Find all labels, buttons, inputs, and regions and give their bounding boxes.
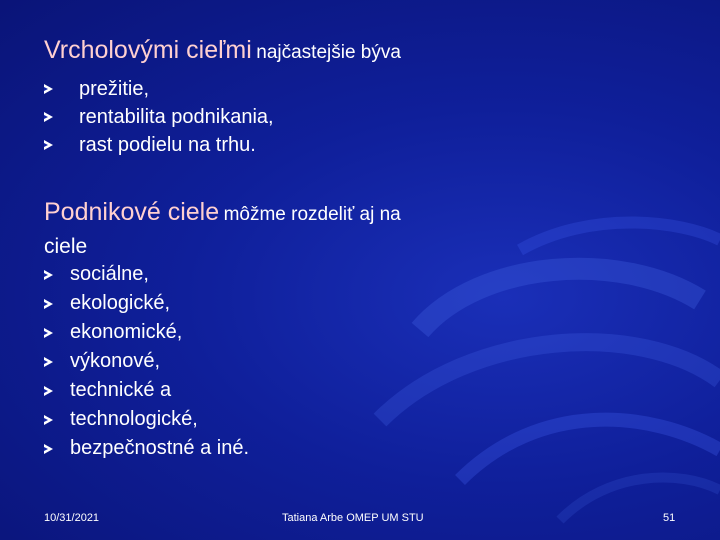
heading-top-goals-small: najčastejšie býva	[256, 42, 401, 63]
arrow-bullet-icon	[44, 270, 53, 280]
list-item: výkonové,	[44, 347, 249, 376]
arrow-bullet-icon	[44, 415, 53, 425]
heading-company-goals	[44, 200, 401, 225]
goals-label: ciele	[44, 235, 88, 258]
list-item: technologické,	[44, 405, 249, 434]
arrow-bullet-icon	[44, 386, 53, 396]
arrow-bullet-icon	[44, 112, 53, 122]
list-item: sociálne,	[44, 260, 249, 289]
footer-author: Tatiana Arbe OMEP UM STU	[282, 512, 424, 524]
footer-date: 10/31/2021	[44, 512, 100, 524]
heading-company-goals-small: môžme rozdeliť aj na	[223, 204, 401, 225]
footer-page-number: 51	[663, 512, 676, 524]
company-goals-list	[44, 260, 249, 463]
arrow-bullet-icon	[44, 140, 53, 150]
arrow-bullet-icon	[44, 328, 53, 338]
arrow-bullet-icon	[44, 84, 53, 94]
heading-top-goals	[44, 38, 401, 63]
heading-top-goals-big: Vrcholovými cieľmi	[44, 36, 252, 64]
list-item: rast podielu na trhu.	[44, 131, 274, 159]
arrow-bullet-icon	[44, 444, 53, 454]
list-item: bezpečnostné a iné.	[44, 434, 249, 463]
arrow-bullet-icon	[44, 299, 53, 309]
list-item: ekonomické,	[44, 318, 249, 347]
list-item: prežitie,	[44, 75, 274, 103]
arrow-bullet-icon	[44, 357, 53, 367]
top-goals-list	[44, 75, 274, 159]
list-item: ekologické,	[44, 289, 249, 318]
heading-company-goals-big: Podnikové ciele	[44, 198, 220, 226]
list-item: rentabilita podnikania,	[44, 103, 274, 131]
list-item: technické a	[44, 376, 249, 405]
